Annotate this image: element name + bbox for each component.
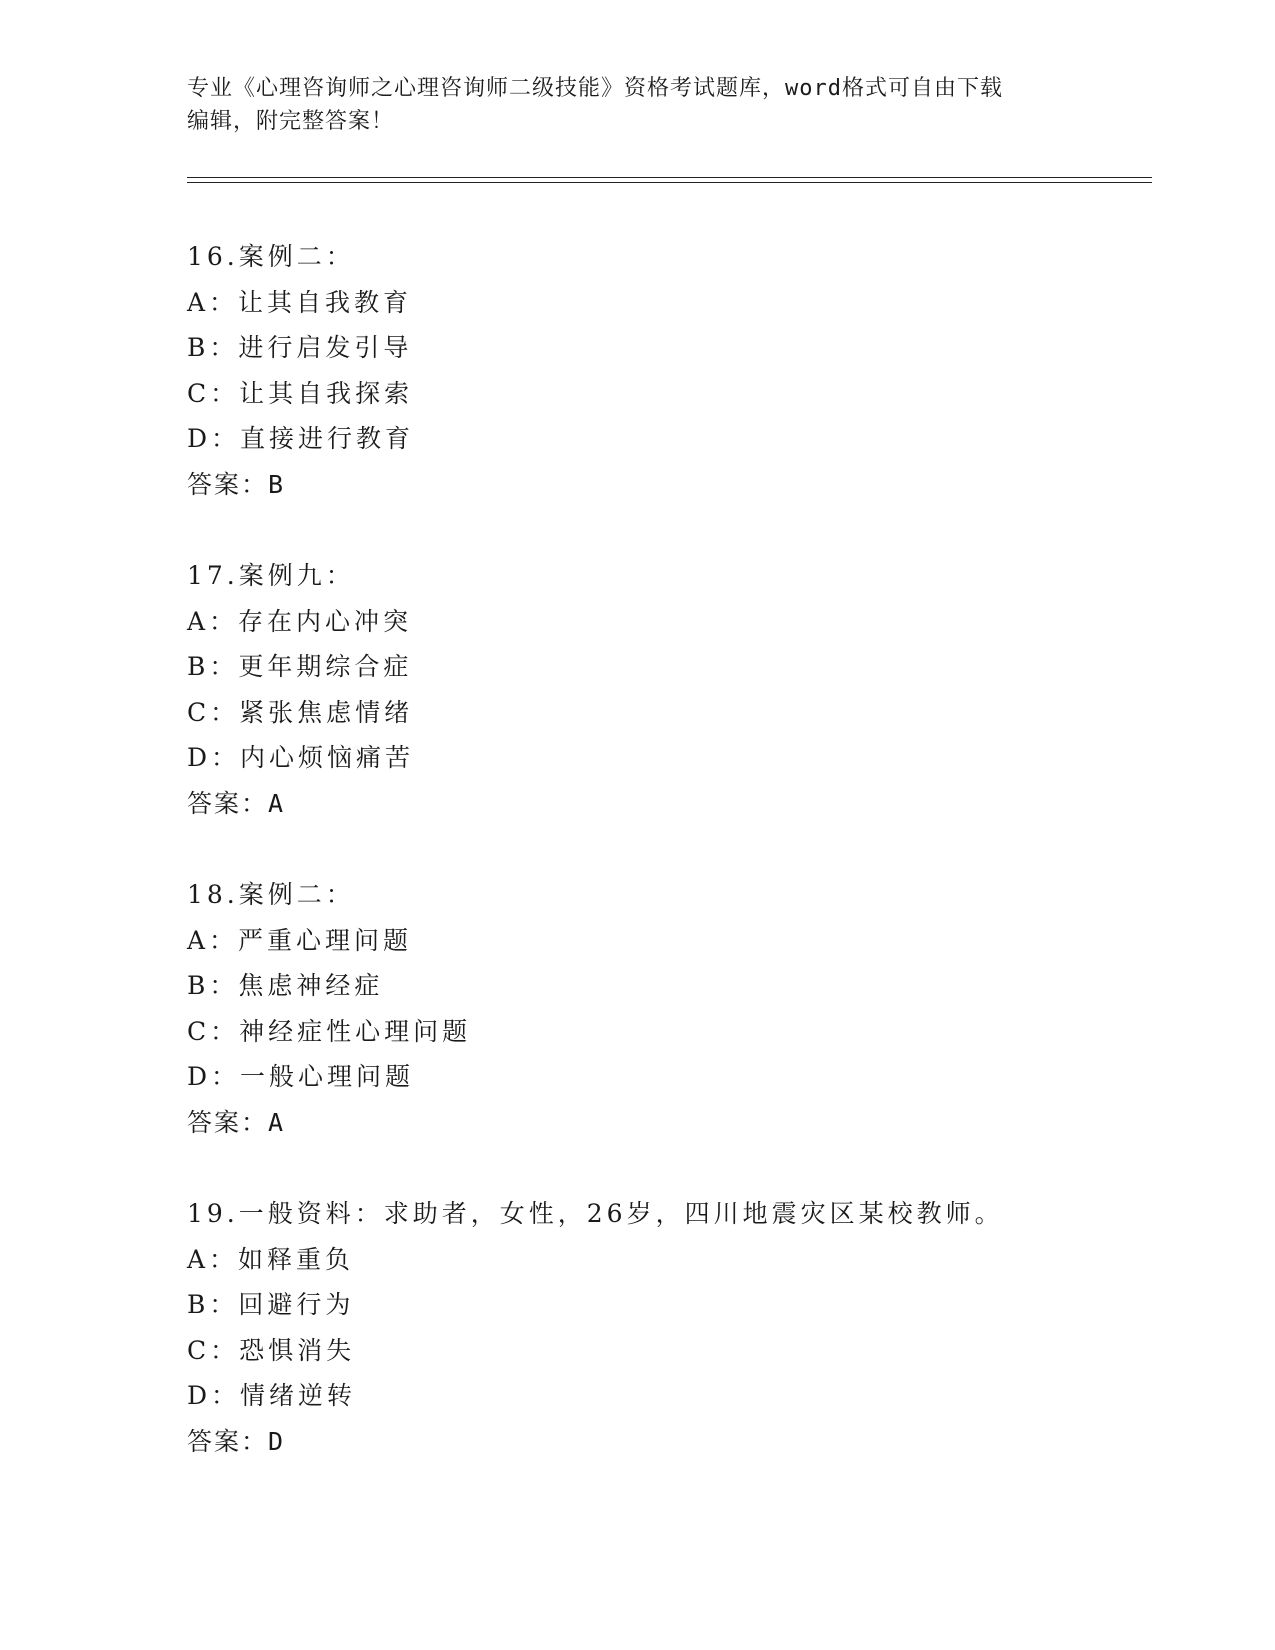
question-stem: 19.一般资料：求助者，女性，26岁，四川地震灾区某校教师。 (187, 1199, 1004, 1228)
question-19 (187, 1191, 1147, 1464)
answer-value: B (268, 469, 286, 499)
document-header (187, 72, 1067, 138)
option-c: C：让其自我探索 (187, 378, 414, 408)
option-a: A：存在内心冲突 (187, 606, 413, 636)
option-a: A：严重心理问题 (187, 925, 413, 955)
header-divider-bottom (187, 182, 1152, 183)
question-17 (187, 553, 1147, 826)
question-stem: 18.案例二： (187, 880, 355, 909)
option-d: D：内心烦恼痛苦 (187, 743, 415, 772)
question-16 (187, 234, 1147, 507)
option-b: B：更年期综合症 (187, 652, 413, 681)
answer-label: 答案： (187, 1426, 269, 1456)
question-stem: 17.案例九： (187, 561, 355, 590)
answer-line (187, 1100, 1147, 1146)
header-line-1: 专业《心理咨询师之心理咨询师二级技能》资格考试题库，word格式可自由下载 (187, 76, 1003, 101)
option-c: C：神经症性心理问题 (187, 1016, 472, 1046)
option-b: B：进行启发引导 (187, 333, 413, 362)
option-a: A：让其自我教育 (187, 287, 413, 317)
option-b: B：回避行为 (187, 1290, 355, 1319)
answer-line (187, 781, 1147, 827)
question-list (187, 234, 1147, 1510)
header-divider-top (187, 177, 1152, 178)
answer-label: 答案： (187, 469, 269, 499)
answer-label: 答案： (187, 788, 269, 818)
answer-value: A (268, 1107, 286, 1137)
answer-line (187, 462, 1147, 508)
answer-label: 答案： (187, 1107, 269, 1137)
option-a: A：如释重负 (187, 1244, 355, 1274)
option-b: B：焦虑神经症 (187, 971, 384, 1000)
option-d: D：情绪逆转 (187, 1381, 357, 1410)
question-18 (187, 872, 1147, 1145)
answer-line (187, 1419, 1147, 1465)
answer-value: A (268, 788, 286, 818)
question-stem: 16.案例二： (187, 242, 355, 271)
option-c: C：恐惧消失 (187, 1335, 356, 1365)
option-d: D：一般心理问题 (187, 1062, 415, 1091)
option-d: D：直接进行教育 (187, 424, 415, 453)
answer-value: D (268, 1426, 286, 1456)
header-line-2: 编辑，附完整答案！ (187, 109, 395, 134)
option-c: C：紧张焦虑情绪 (187, 697, 414, 727)
